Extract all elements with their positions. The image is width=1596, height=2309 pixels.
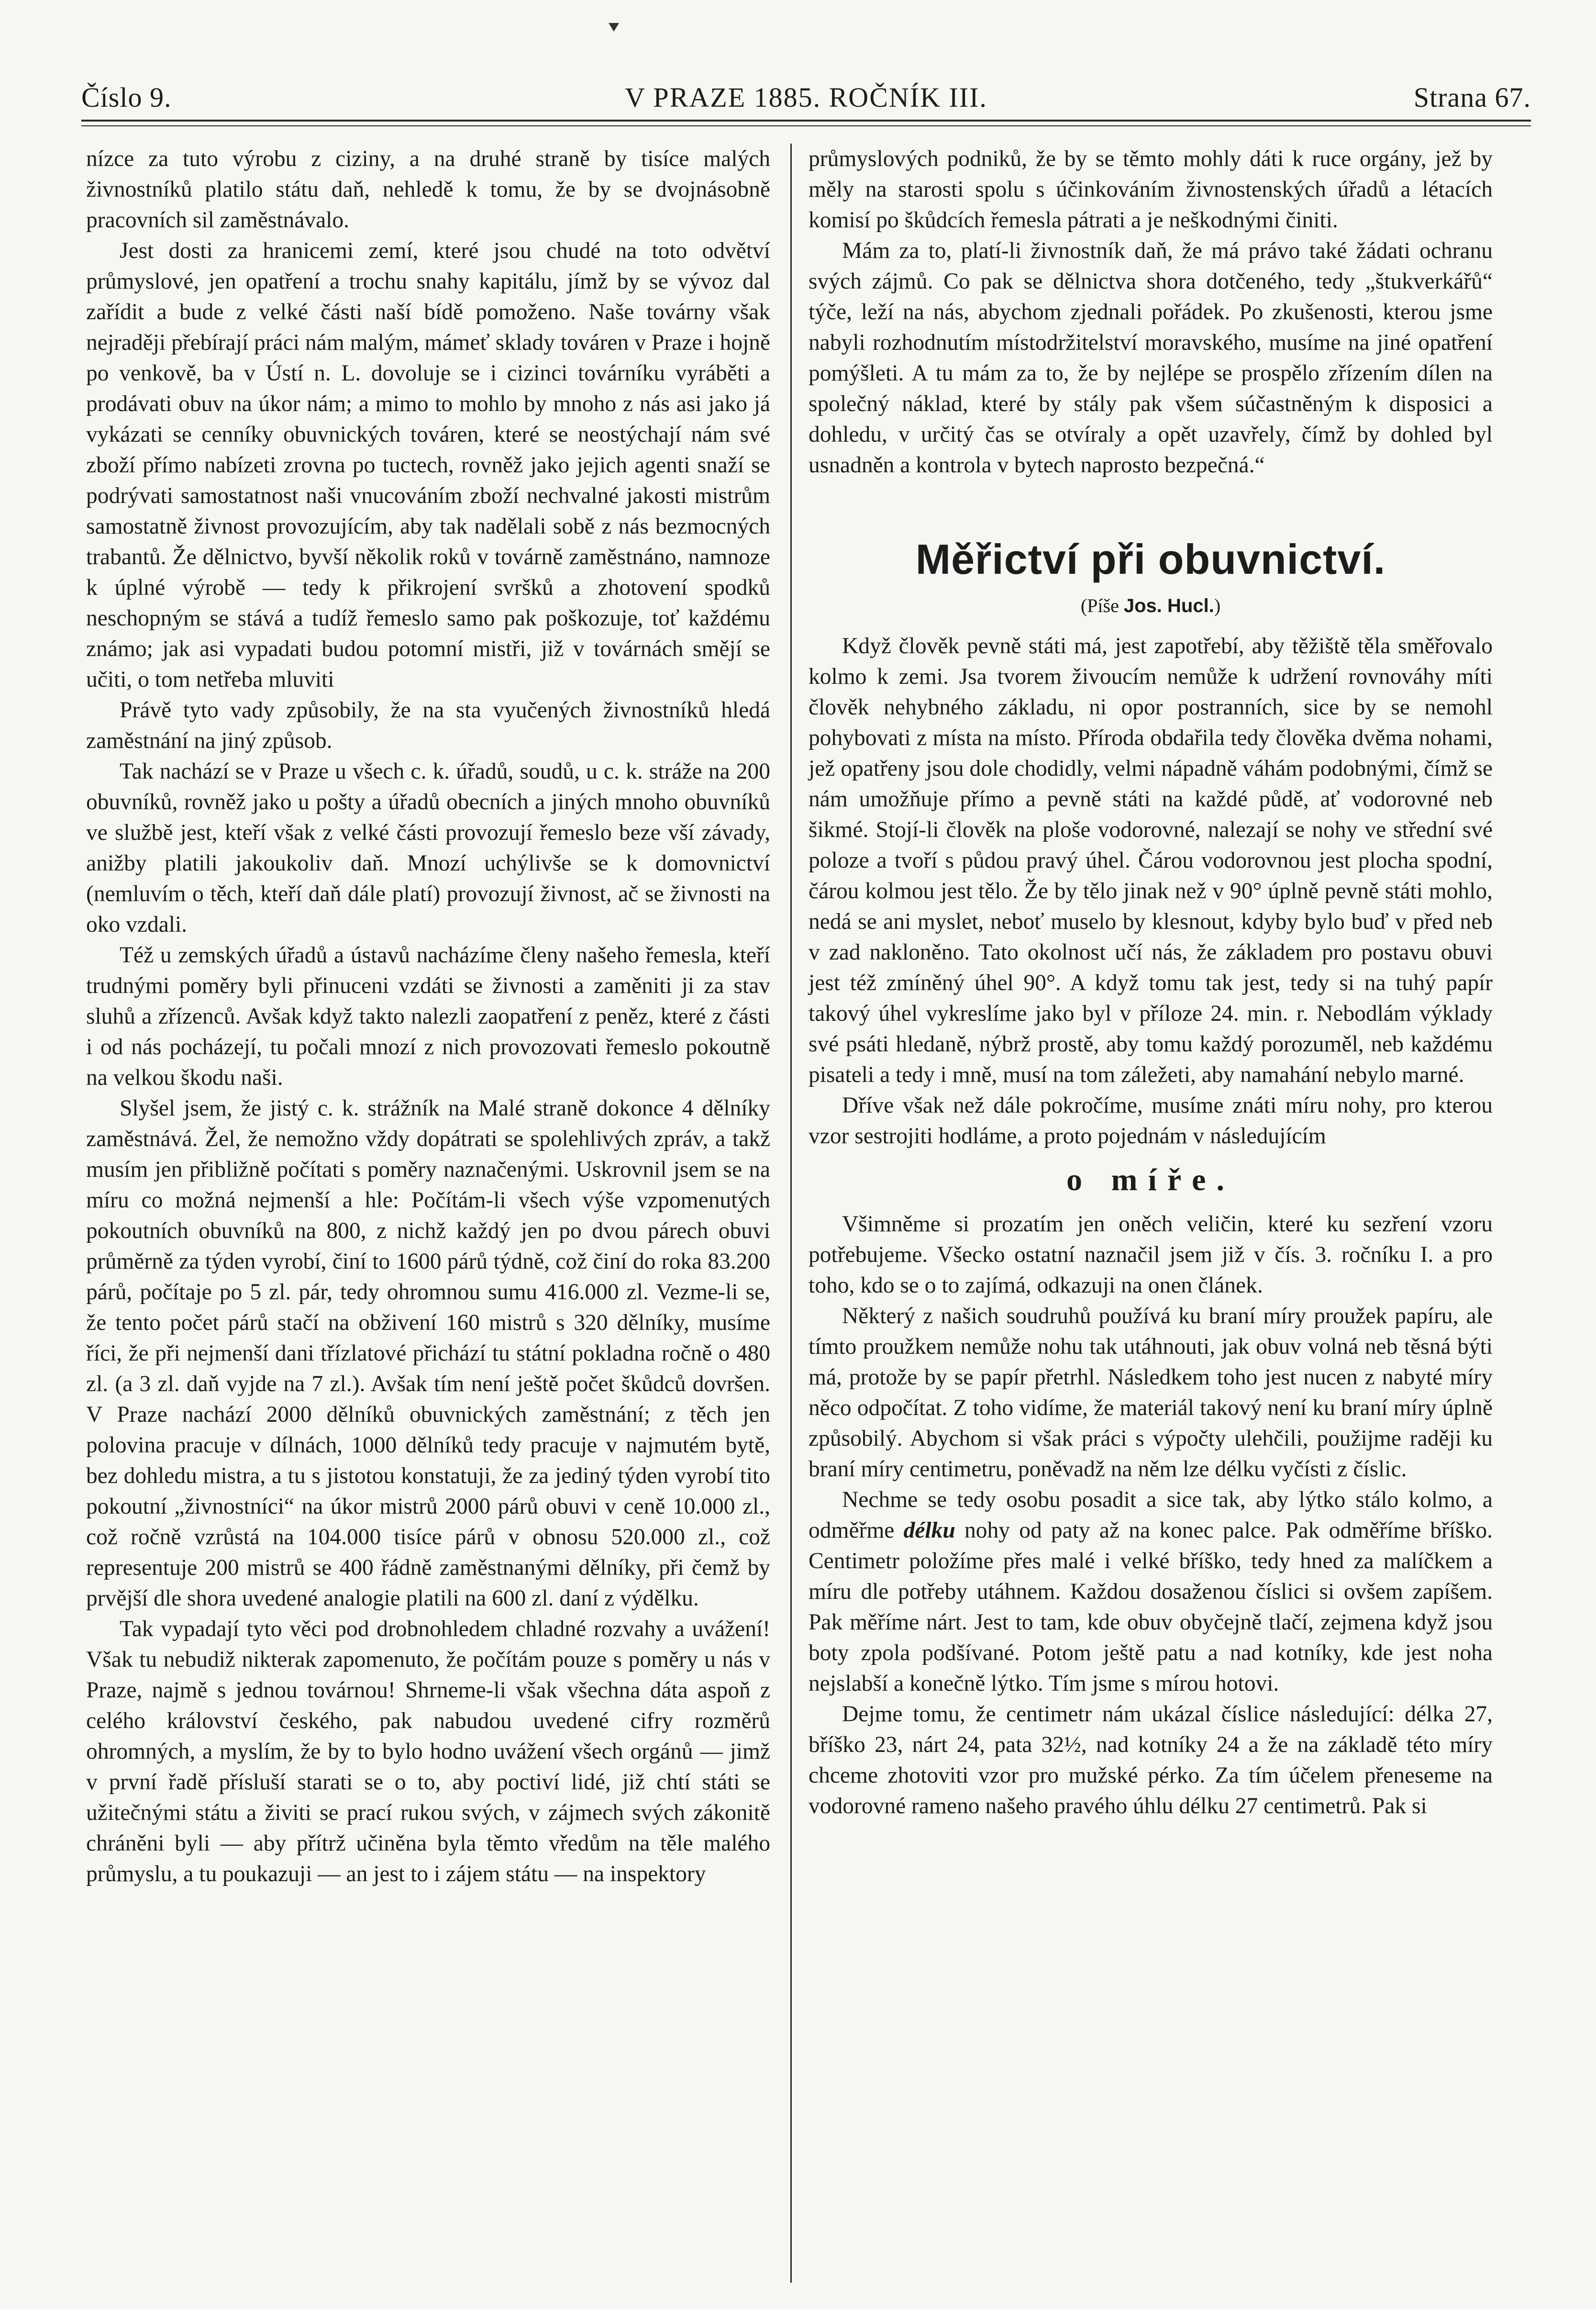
paragraph: Dejme tomu, že centimetr nám ukázal číslice následující: délka 27, bříško 23, nárt 24, pata 32½, nad kotníky 24 a že na základě této míry chceme zhotoviti vzor pro mužské pérko. Za tím účelem přeneseme na vodorovné rameno našeho pravého úhlu délku 27 centimetrů. Pak si [809, 1702, 1493, 1818]
paragraph: Tak vypadají tyto věci pod drobnohledem chladné rozvahy a uvážení! Však tu nebudiž nikterak zapomenuto, že počítám pouze s poměry u nás v Praze, najmě s jednou továrnou! Shrneme-li však všechna dáta aspoň z celého království českého, pak nabudou uvedené cifry rozměrů ohromných, a myslím, že by to bylo hodno uvážení všech orgánů — jimž v první řadě přísluší starati se o to, aby poctiví lidé, již chtí státi se užitečnými státu a živiti se prací rukou svých, v zájmech svých zákonitě chráněni byli — aby přítrž učiněna byla těmto vředům na těle malého průmyslu, a tu poukazuji — an jest to i zájem státu — na inspektory [86, 1617, 770, 1886]
right-column [809, 144, 1493, 1821]
section-subhead: o míře. [1066, 1162, 1235, 1197]
paragraph: Tak nachází se v Praze u všech c. k. úřadů, soudů, u c. k. stráže na 200 obuvníků, rovněž jako u pošty a úřadů obecních a jiných mnoho obuvníků ve službě jest, kteří však z velké části provozují řemeslo beze vší závady, anižby platili jakoukoliv daň. Mnozí uchýlivše se k domovnictví (nemluvím o těch, kteří daň dále platí) provozují živnost, ač se živnosti na oko vzdali. [86, 759, 770, 937]
paragraph: Všimněme si prozatím jen oněch veličin, které ku sezření vzoru potřebujeme. Všecko ostatní naznačil jsem již v čís. 3. ročníku I. a pro toho, kdo se o to zajímá, odkazuji na onen článek. [809, 1212, 1493, 1298]
issue-number: Číslo 9. [81, 82, 172, 113]
paragraph: Dříve však než dále pokročíme, musíme znáti míru nohy, pro kterou vzor sestrojiti hodláme, a proto pojednám v následujícím [809, 1093, 1493, 1149]
paragraph: Když člověk pevně státi má, jest zapotřebí, aby těžiště těla směřovalo kolmo k zemi. Jsa tvorem živoucím nemůže k udržení rovnováhy míti člověk nehybného základu, ni opor postranních, sice by se nemohl pohybovati z místa na místo. Příroda obdařila tedy člověka dvěma nohami, jež opatřeny jsou dole chodidly, velmi nápadně váhám podobnými, čímž se nám umožňuje přímo a pevně státi na každé půdě, ať vodorovné neb šikmé. Stojí-li člověk na ploše vodorovné, nalezají se nohy ve střední své poloze a tvoří s půdou pravý úhel. Čárou vodorovnou jest plocha spodní, čárou kolmou jest tělo. Že by tělo jinak než v 90° úplně pevně státi mohlo, nedá se ani myslet, neboť muselo by klesnout, kdyby bylo buď v před neb v zad nakloněno. Tato okolnost učí nás, že základem pro postavu obuvi jest též zmíněný úhel 90°. A když tomu tak jest, tedy si na tuhý papír takový úhel vykreslíme jako byl v příloze 24. min. r. Nebodlám výklady své psáti hledaně, nýbrž prostě, aby tomu každý porozuměl, neb každému pisateli a tedy i mně, musí na tom záležeti, aby namahání nebylo marné. [809, 634, 1493, 1087]
emphasized-word: délku [903, 1518, 955, 1543]
byline-author: Jos. Hucl. [1123, 595, 1214, 616]
header-rule [81, 120, 1531, 122]
article-byline [809, 591, 1493, 621]
paragraph: Mám za to, platí-li živnostník daň, že má právo také žádati ochranu svých zájmů. Co pak se dělnictva shora dotčeného, tedy „štukverkářů“ týče, leží na nás, abychom zjednali pořádek. Po zkušenosti, kterou jsme nabyli rozhodnutím místodržitelství moravského, musíme na jiné opatření pomýšleti. A tu mám za to, že by nejlépe se prospělo zřízením dílen na společný náklad, které by stály pak všem súčastněným k disposici a dohledu, v určitý čas se otvíraly a opět uzavřely, čímž by dohled byl usnadněn a kontrola v bytech naprosto bezpečná.“ [809, 238, 1493, 478]
text-run: Nechme se tedy osobu posadit a sice tak, aby lýtko stálo kolmo, a odměřme [809, 1487, 1493, 1543]
paragraph: Jest dosti za hranicemi zemí, které jsou chudé na toto odvětví průmyslové, jen opatření a trochu snahy kapitálu, jímž by se vývoz dal zařídit a bude z velké části naší bídě pomoženo. Naše továrny však nejraději přebírají práci nám malým, mámeť sklady továren v Praze i hojně po venkově, ba v Ústí n. L. dovoluje se i cizinci továrníku vyráběti a prodávati obuv na úkor nám; a mimo to mohlo by mnoho z nás asi jako já vykázati se cenníky obuvnických továren, které se neostýchají nám své zboží přímo nabízeti zrovna po tuctech, rovněž jako jejich agenti snaží se podrývati samostatnost naši vnucováním zboží nechvalné jakosti mistrům samostatně živnost provozujícím, aby tak nadělali sobě z nás bezmocných trabantů. Že dělnictvo, byvší několik roků v továrně zaměstnáno, namnoze k úplné výrobě — tedy k přikrojení svršků a zhotovení spodků neschopným se stává a tudíž řemeslo samo pak poškozuje, toť každému známo; jak asi vypadati budou potomní mistři, již v továrnách smějí se učiti, o tom netřeba mluviti [86, 238, 770, 692]
byline-prefix: (Píše [1080, 595, 1124, 616]
page-number: Strana 67. [1413, 82, 1531, 113]
header-rule-thin [81, 125, 1531, 126]
paragraph [809, 1484, 1493, 1699]
paragraph: průmyslových podniků, že by se těmto mohly dáti k ruce orgány, jež by měly na starosti spolu s účinkováním živnostenských úřadů a létacích komisí po škůdcích řemesla pátrati a je neškodnými činiti. [809, 146, 1493, 233]
paragraph: Též u zemských úřadů a ústavů nacházíme členy našeho řemesla, kteří trudnými poměry byli přinuceni vzdáti se živnosti a zaměniti ji za stav sluhů a zřízenců. Avšak když takto nalezli zaopatření z peněz, které z části i od nás pocházejí, tu počali mnozí z nich provozovati řemeslo pokoutně na velkou škodu naši. [86, 943, 770, 1090]
paragraph: Právě tyto vady způsobily, že na sta vyučených živnostníků hledá zaměstnání na jiný způsob. [86, 698, 770, 753]
text-run: nohy od paty až na konec palce. Pak odměříme bříško. Centimetr položíme přes malé i velké bříško, tedy hned za malíčkem a míru dle potřeby utáhnem. Každou dosaženou číslici si ovšem zapíšem. Pak měříme nárt. Jest to tam, kde obuv obyčejně tlačí, zejmena když jsou boty zpola podšívané. Potom ještě patu a nad kotníky, kde jest noha nejslabší a konečně lýtko. Tím jsme s mírou hotovi. [809, 1518, 1493, 1696]
header-place-year: V PRAZE 1885. ROČNÍK III. [625, 82, 987, 113]
byline-suffix: ) [1214, 595, 1221, 616]
page-header [81, 72, 1531, 124]
article-title: Měřictví při obuvnictví. [915, 535, 1386, 583]
left-column [86, 144, 770, 1889]
ornament-mark [607, 19, 621, 33]
column-divider [790, 144, 792, 2283]
paragraph: Některý z našich soudruhů používá ku braní míry proužek papíru, ale tímto proužkem nemůže nohu tak utáhnouti, jak obuv volná neb těsná býti má, protože by se papír přetrhl. Následkem toho jest nucen z nabyté míry něco odpočítat. Z toho vidíme, že materiál takový není ku braní míry úplně způsobilý. Abychom si však práci s výpočty ulehčili, použijme raději ku braní míry centimetru, poněvadž na něm lze délku vyčísti z číslic. [809, 1304, 1493, 1482]
paragraph: Slyšel jsem, že jistý c. k. strážník na Malé straně dokonce 4 dělníky zaměstnává. Žel, že nemožno vždy dopátrati se spolehlivých zpráv, a takž musím jen přibližně počítati s poměry naznačenými. Uskrovnil jsem se na míru co možná nejmenší a hle: Počítám-li všech výše vzpomenutých pokoutních obuvníků na 800, z nichž každý jen po dvou párech obuvi průměrně za týden vyrobí, činí to 1600 párů týdně, což činí do roka 83.200 párů, počítaje po 5 zl. pár, tedy ohromnou sumu 416.000 zl. Vezme-li se, že tento počet párů stačí na obživení 160 mistrů s 320 dělníky, musíme říci, že při nejmenší dani třízlatové přichází tu státní pokladna ročně o 480 zl. (a 3 zl. daň vyjde na 7 zl.). Avšak tím není ještě počet škůdců dovršen. V Praze nachází 2000 dělníků obuvnických zaměstnání; z těch jen polovina pracuje v dílnách, 1000 dělníků tedy pracuje v najmutém bytě, bez dohledu mistra, a tu s jistotou konstatuji, že za jediný týden vyrobí tito pokoutní „živnostníci“ na úkor mistrů 2000 párů obuvi v ceně 10.000 zl., což ročně vzrůstá na 104.000 tisíce párů v obnosu 520.000 zl., což representuje 200 mistrů se 400 řádně zaměstnanými dělníky, při čemž by prvější dle shora uvedené analogie platili na 600 zl. daní z výdělku. [86, 1096, 770, 1611]
paragraph: nízce za tuto výrobu z ciziny, a na druhé straně by tisíce malých živnostníků platilo státu daň, nehledě k tomu, že by se dvojnásobně pracovních sil zaměstnávalo. [86, 146, 770, 233]
